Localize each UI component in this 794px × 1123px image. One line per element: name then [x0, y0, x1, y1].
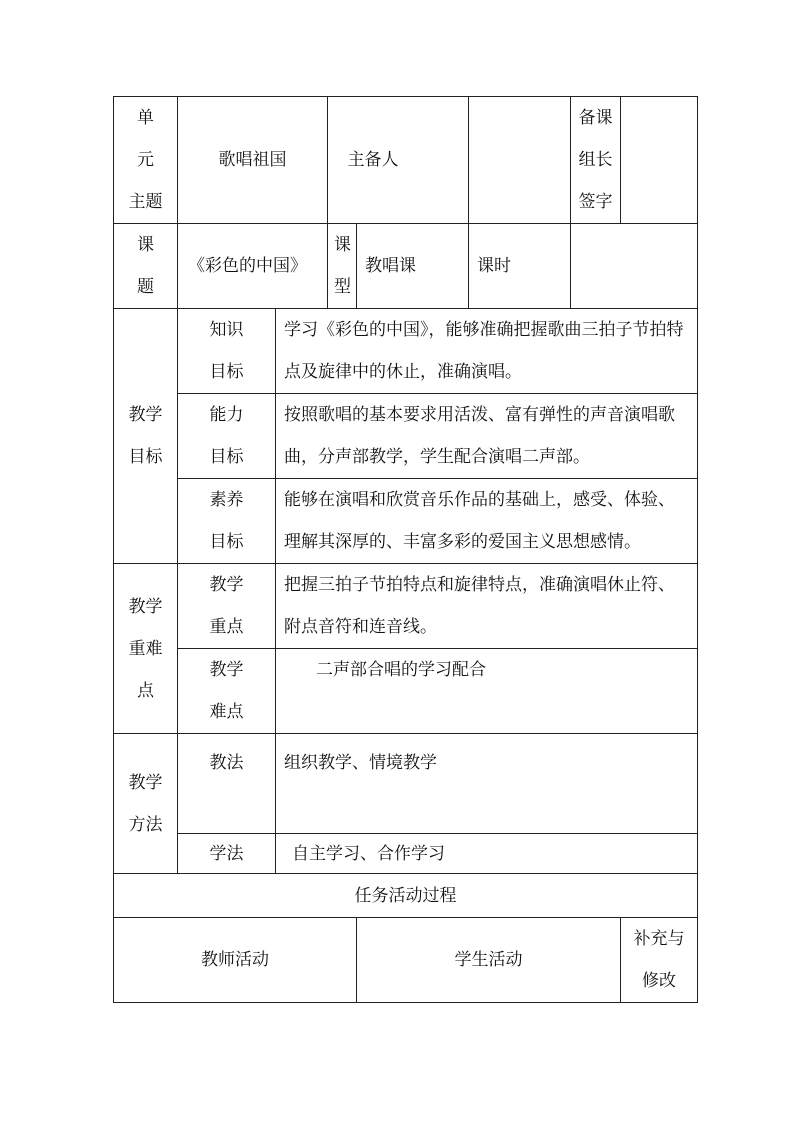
- topic-label: 课 题: [114, 224, 178, 309]
- lesson-type-label: 课型: [328, 224, 357, 309]
- learning-method-text: 自主学习、合作学习: [276, 834, 698, 874]
- unit-theme-row: [114, 97, 698, 224]
- process-title: 任务活动过程: [114, 874, 698, 918]
- topic-row: [114, 224, 698, 309]
- lead-preparer-value[interactable]: [469, 97, 571, 224]
- difficult-point-row: [114, 649, 698, 734]
- objective-row: [114, 479, 698, 564]
- topic-value: 《彩色的中国》: [178, 224, 328, 309]
- objective-label: 能力 目标: [178, 394, 276, 479]
- key-points-label: 教学 重难 点: [114, 564, 178, 734]
- objective-text: 能够在演唱和欣赏音乐作品的基础上，感受、体验、理解其深厚的、丰富多彩的爱国主义思想感情。: [276, 479, 698, 564]
- revise-header: 补充与 修改: [621, 918, 698, 1003]
- difficult-point-label: 教学 难点: [178, 649, 276, 734]
- objectives-label: 教学 目标: [114, 309, 178, 564]
- objective-text: 学习《彩色的中国》，能够准确把握歌曲三拍子节拍特点及旋律中的休止，准确演唱。: [276, 309, 698, 394]
- unit-theme-label: 单 元 主题: [114, 97, 178, 224]
- key-point-label: 教学 重点: [178, 564, 276, 649]
- class-hours-label: 课时: [469, 224, 571, 309]
- group-leader-value[interactable]: [621, 97, 698, 224]
- difficult-point-text: 二声部合唱的学习配合: [276, 649, 698, 734]
- student-activity-header: 学生活动: [357, 918, 621, 1003]
- group-leader-label: 备课组长 签字: [571, 97, 621, 224]
- methods-label: 教学 方法: [114, 734, 178, 874]
- objective-text: 按照歌唱的基本要求用活泼、富有弹性的声音演唱歌曲，分声部教学，学生配合演唱二声部。: [276, 394, 698, 479]
- teaching-method-row: [114, 734, 698, 834]
- lesson-plan-table: [113, 96, 698, 1003]
- objective-row: [114, 394, 698, 479]
- key-point-row: [114, 564, 698, 649]
- key-point-text: 把握三拍子节拍特点和旋律特点，准确演唱休止符、附点音符和连音线。: [276, 564, 698, 649]
- objective-label: 素养 目标: [178, 479, 276, 564]
- lesson-type-value: 教唱课: [357, 224, 469, 309]
- objective-label: 知识 目标: [178, 309, 276, 394]
- teacher-activity-header: 教师活动: [114, 918, 357, 1003]
- class-hours-value[interactable]: [571, 224, 698, 309]
- learning-method-label: 学法: [178, 834, 276, 874]
- process-header-row: [114, 918, 698, 1003]
- objective-row: [114, 309, 698, 394]
- teaching-method-text: 组织教学、情境教学: [276, 734, 698, 834]
- teaching-method-label: 教法: [178, 734, 276, 834]
- lead-preparer-label: 主备人: [328, 97, 469, 224]
- process-title-row: [114, 874, 698, 918]
- learning-method-row: [114, 834, 698, 874]
- unit-theme-value: 歌唱祖国: [178, 97, 328, 224]
